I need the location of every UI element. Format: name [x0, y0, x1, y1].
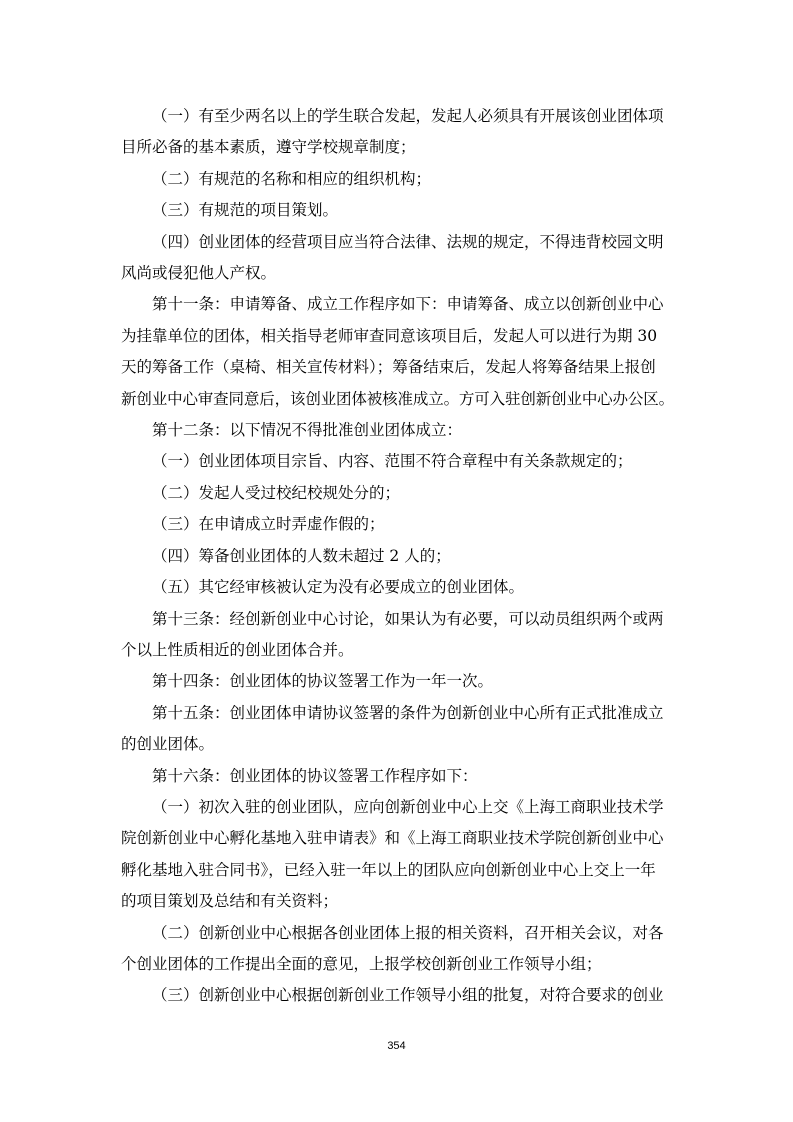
- paragraph: [121, 509, 674, 540]
- paragraph: [121, 227, 674, 290]
- text-line: （二）创新创业中心根据各创业团体上报的相关资料，召开相关会议，对各: [152, 923, 664, 942]
- text-line: 第十五条：创业团体申请协议签署的条件为创新创业中心所有正式批准成立: [152, 703, 664, 722]
- text-line: （二）有规范的名称和相应的组织机构；: [152, 169, 432, 188]
- paragraph: [121, 541, 674, 572]
- paragraph: [121, 761, 674, 792]
- text-line: （一）初次入驻的创业团队，应向创新创业中心上交《上海工商职业技术学: [152, 797, 664, 816]
- text-line: 第十六条：创业团体的协议签署工作程序如下：: [152, 766, 478, 785]
- text-line: 第十二条：以下情况不得批准创业团体成立：: [152, 421, 463, 440]
- text-line: （一）有至少两名以上的学生联合发起，发起人必须具有开展该创业团体项: [152, 107, 664, 125]
- paragraph: [121, 289, 674, 415]
- paragraph: [121, 792, 674, 918]
- text-line: 第十一条：申请筹备、成立工作程序如下：申请筹备、成立以创新创业中心: [152, 295, 664, 314]
- paragraph: [121, 415, 674, 446]
- text-line: 目所必备的基本素质，遵守学校规章制度；: [121, 138, 416, 157]
- text-line: 第十三条：经创新创业中心讨论，如果认为有必要，可以动员组织两个或两: [152, 609, 664, 628]
- paragraph: [121, 666, 674, 697]
- paragraph: [121, 572, 674, 603]
- paragraph: [121, 164, 674, 195]
- paragraph: [121, 446, 674, 477]
- text-line: 为挂靠单位的团体，相关指导老师审查同意该项目后，发起人可以进行为期 30: [121, 326, 658, 345]
- text-line: （五）其它经审核被认定为没有必要成立的创业团体。: [152, 578, 525, 597]
- text-line: 第十四条：创业团体的协议签署工作为一年一次。: [152, 672, 494, 691]
- text-line: （三）有规范的项目策划。: [152, 201, 339, 220]
- paragraph: [121, 980, 674, 1011]
- text-line: 的项目策划及总结和有关资料；: [121, 892, 339, 911]
- paragraph: [121, 698, 674, 761]
- paragraph: [121, 478, 674, 509]
- text-line: 个以上性质相近的创业团体合并。: [121, 640, 354, 659]
- document-body: [121, 101, 674, 1012]
- text-line: 新创业中心审查同意后，该创业团体被核准成立。方可入驻创新创业中心办公区。: [121, 389, 674, 408]
- text-line: 个创业团体的工作提出全面的意见，上报学校创新创业工作领导小组；: [121, 954, 602, 973]
- text-line: （二）发起人受过校纪校规处分的；: [152, 483, 401, 502]
- text-line: （三）在申请成立时弄虚作假的；: [152, 515, 385, 534]
- text-line: 天的筹备工作（桌椅、相关宣传材料）；筹备结束后，发起人将筹备结果上报创: [121, 358, 656, 377]
- paragraph: [121, 604, 674, 667]
- text-line: 的创业团体。: [121, 735, 215, 754]
- text-line: 风尚或侵犯他人产权。: [121, 264, 277, 283]
- paragraph: [121, 101, 674, 164]
- text-line: （四）筹备创业团体的人数未超过 2 人的；: [152, 546, 451, 565]
- text-line: 院创新创业中心孵化基地入驻申请表》和《上海工商职业技术学院创新创业中心: [121, 829, 664, 848]
- text-line: 孵化基地入驻合同书》，已经入驻一年以上的团队应向创新创业中心上交上一年: [121, 860, 656, 879]
- paragraph: [121, 195, 674, 226]
- text-line: （三）创新创业中心根据创新创业工作领导小组的批复，对符合要求的创业: [152, 986, 664, 1005]
- paragraph: [121, 918, 674, 981]
- text-line: （四）创业团体的经营项目应当符合法律、法规的规定，不得违背校园文明: [152, 232, 664, 251]
- text-line: （一）创业团体项目宗旨、内容、范围不符合章程中有关条款规定的；: [152, 452, 633, 471]
- page-number: 354: [387, 1040, 406, 1052]
